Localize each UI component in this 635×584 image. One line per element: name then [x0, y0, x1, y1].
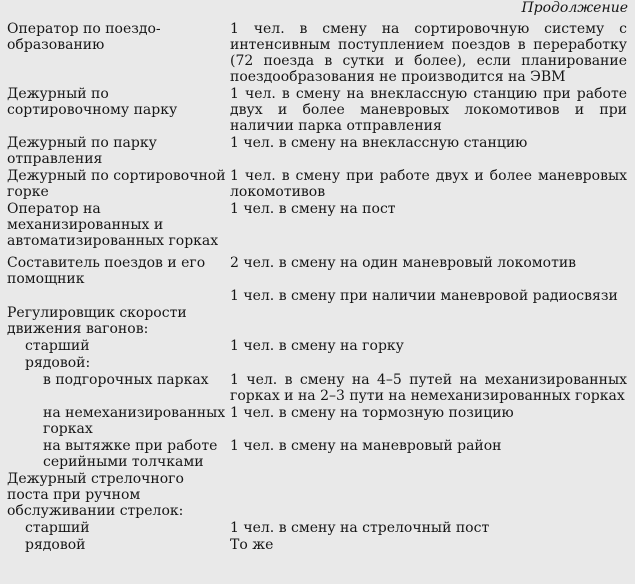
norm-cell: 1 чел. в смену при наличии маневровой радиосвязи [230, 288, 618, 304]
continuation-label: Продолжение [521, 0, 628, 16]
role-cell: Оператор на механизированных и автоматизированных горках [7, 201, 219, 249]
role-cell: Дежурный по сортировочной горке [7, 168, 226, 200]
table-row [7, 338, 627, 354]
table-row [7, 438, 627, 470]
role-cell: старший [25, 520, 90, 536]
table-row [7, 21, 627, 85]
table-row [7, 355, 627, 371]
role-cell: рядовой [25, 537, 86, 553]
norm-cell: 2 чел. в смену на один маневровый локомотив [230, 255, 577, 271]
table-row [7, 471, 627, 519]
norm-cell: То же [230, 537, 274, 553]
table-row [7, 305, 627, 337]
role-cell: в подгорочных парках [43, 372, 209, 388]
norm-cell: 1 чел. в смену на сортировочную систему с интенсивным поступлением поездов в переработку (72 поезда в сутки и более), если планирование поездообразования не производится на ЭВМ [230, 21, 627, 85]
table-row [7, 537, 627, 553]
table-row [7, 86, 627, 134]
norm-cell: 1 чел. в смену на внеклассную станцию [230, 135, 528, 151]
norm-cell: 1 чел. в смену на горку [230, 338, 404, 354]
role-cell: Дежурный по сортировочному парку [7, 86, 178, 118]
table-row [7, 201, 627, 249]
norm-cell: 1 чел. в смену на 4–5 путей на механизированных горках и на 2–3 пути на немеханизированных горках [230, 372, 627, 404]
role-cell: рядовой: [25, 355, 91, 371]
norm-cell: 1 чел. в смену на маневровый район [230, 438, 502, 454]
table-row [7, 372, 627, 404]
table-row [7, 288, 627, 304]
table-row [7, 405, 627, 437]
role-cell: Оператор по поездо- образованию [7, 21, 161, 53]
role-cell: старший [25, 338, 90, 354]
norm-cell: 1 чел. в смену на тормозную позицию [230, 405, 514, 421]
table-row [7, 255, 627, 287]
role-cell: Регулировщик скорости движения вагонов: [7, 305, 187, 337]
table-row [7, 168, 627, 200]
table-row [7, 520, 627, 536]
norm-cell: 1 чел. в смену на стрелочный пост [230, 520, 490, 536]
table-row [7, 135, 627, 167]
role-cell: Составитель поездов и его помощник [7, 255, 206, 287]
role-cell: на немеханизированных горках [43, 405, 226, 437]
norm-cell: 1 чел. в смену на пост [230, 201, 396, 217]
role-cell: Дежурный по парку отправления [7, 135, 157, 167]
norm-cell: 1 чел. в смену при работе двух и более маневровых локомотивов [230, 168, 627, 200]
norm-cell: 1 чел. в смену на внеклассную станцию при работе двух и более маневровых локомотивов и при наличии парка отправления [230, 86, 627, 134]
role-cell: Дежурный стрелочного поста при ручном обслуживании стрелок: [7, 471, 184, 519]
role-cell: на вытяжке при работе серийными толчками [43, 438, 218, 470]
staffing-table [7, 21, 627, 554]
